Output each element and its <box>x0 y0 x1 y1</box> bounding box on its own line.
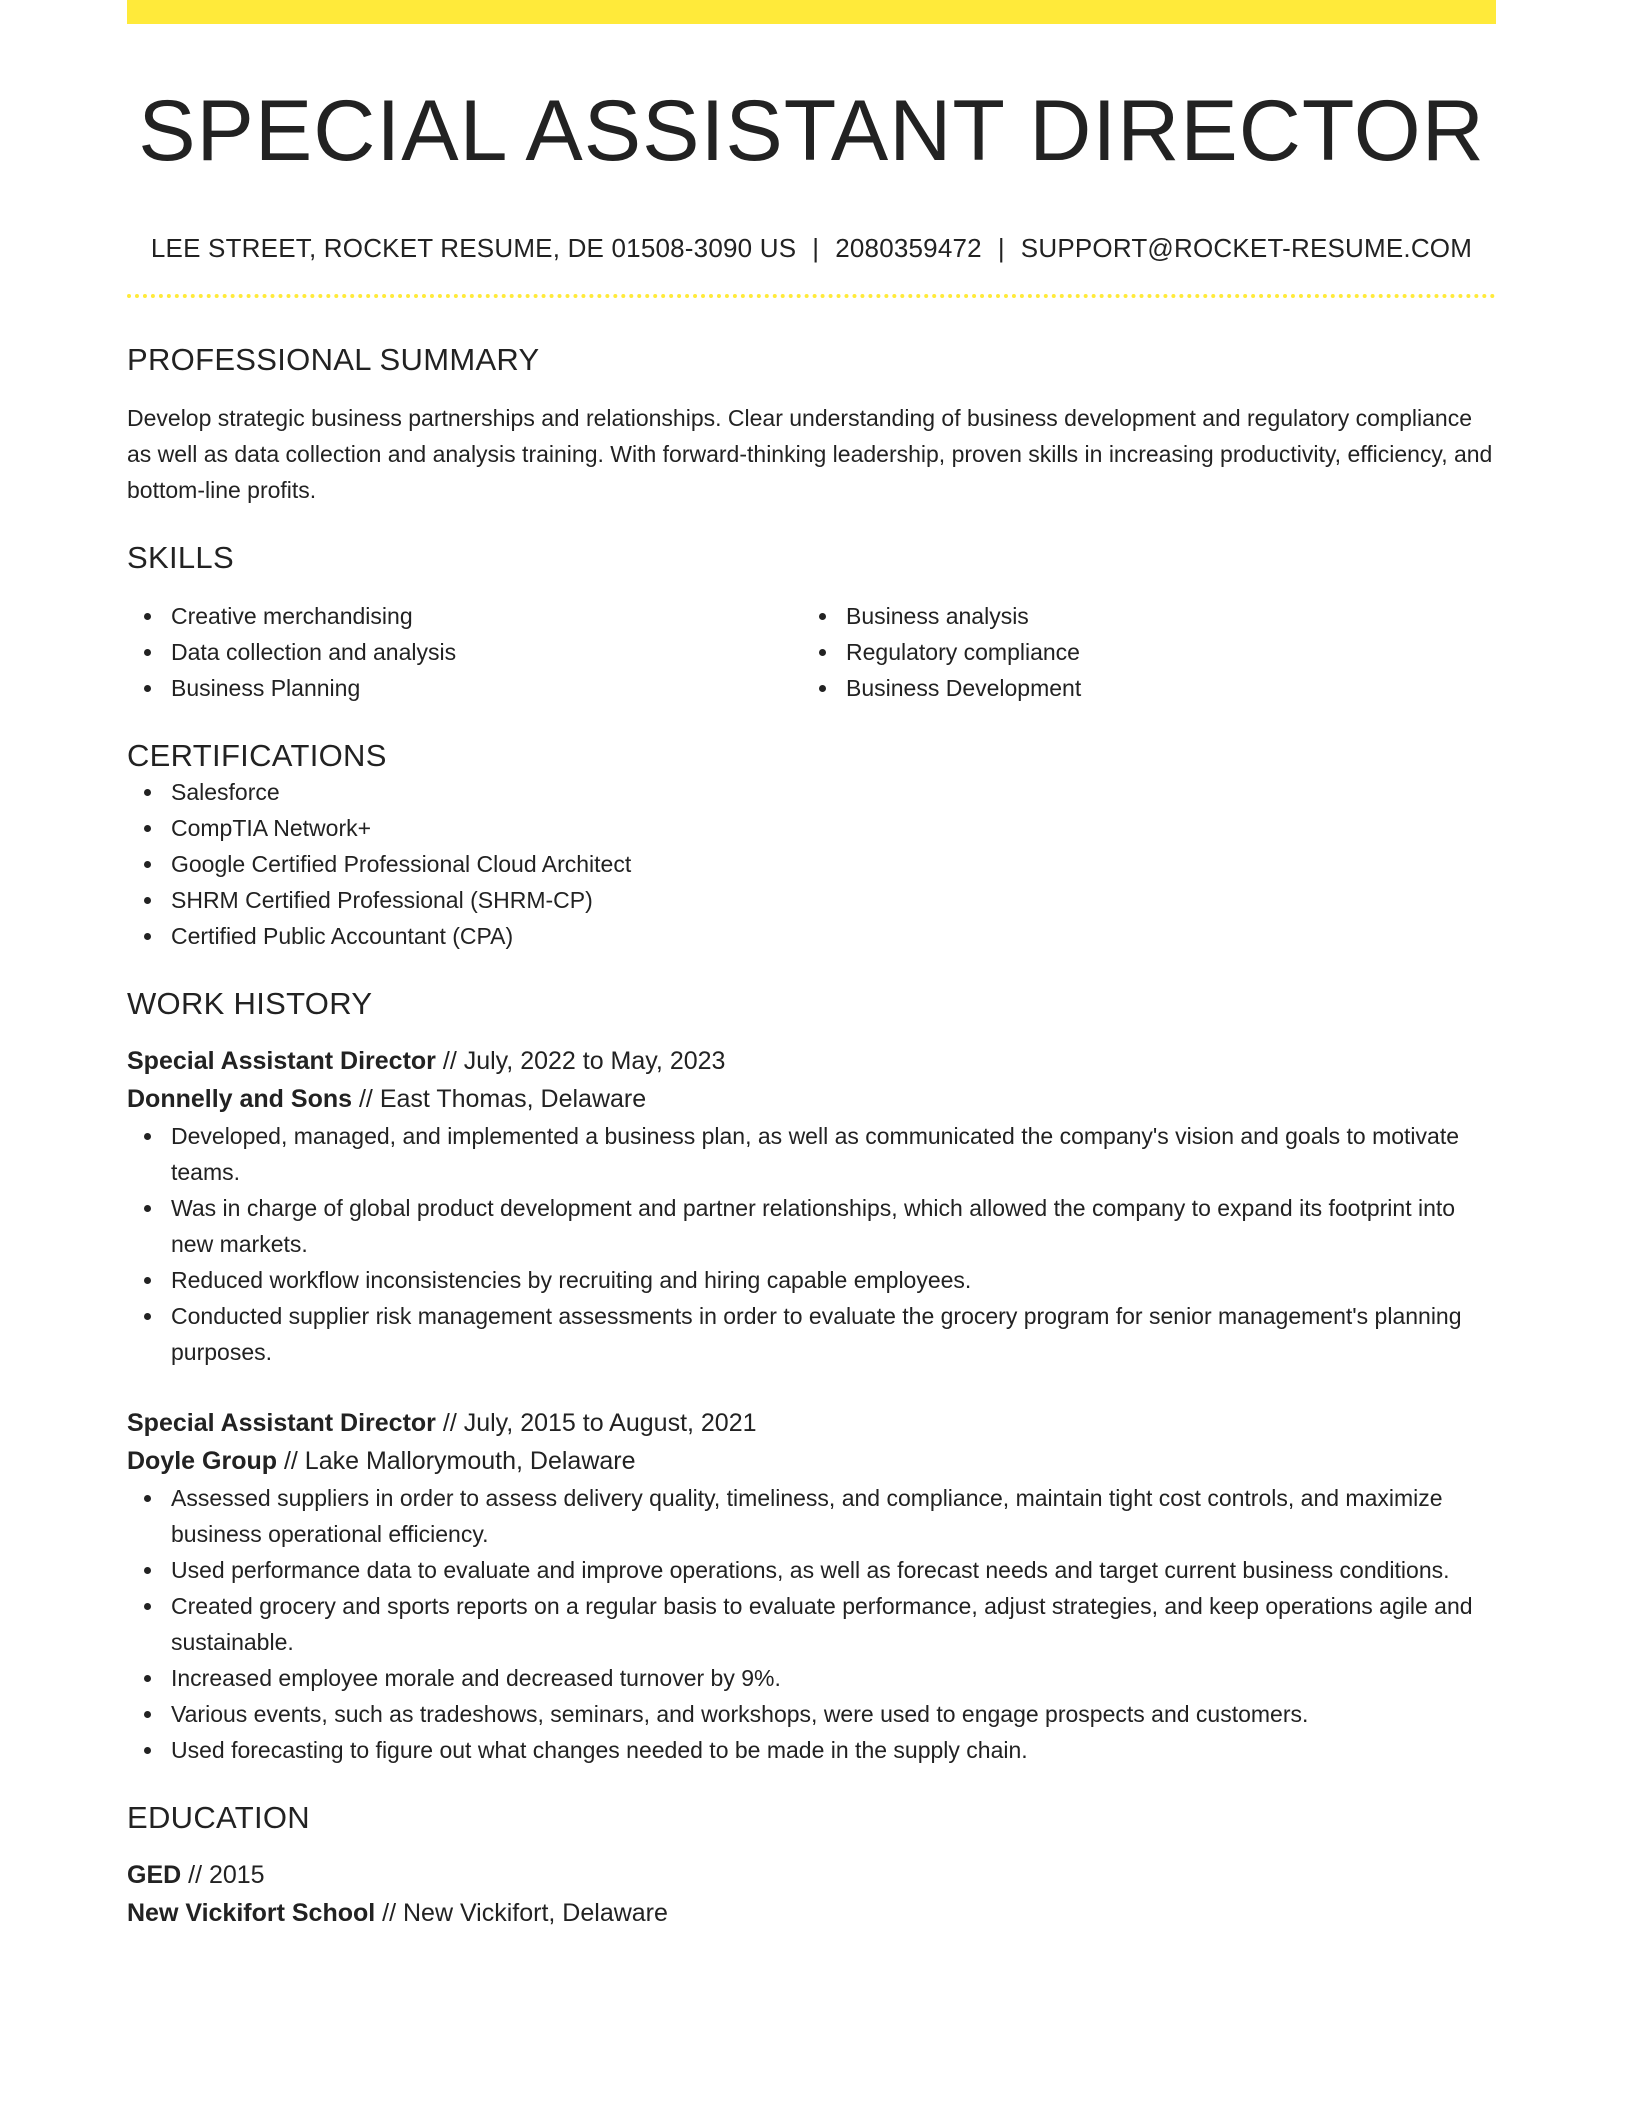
certification-item: CompTIA Network+ <box>171 810 1496 846</box>
education-school: New Vickifort School <box>127 1898 376 1927</box>
job-bullet: Reduced workflow inconsistencies by recruiting and hiring capable employees. <box>171 1262 1496 1298</box>
skills-heading: SKILLS <box>127 539 234 575</box>
certification-item: Google Certified Professional Cloud Architect <box>171 846 1496 882</box>
skills-list-right <box>802 598 1477 706</box>
skill-item: Data collection and analysis <box>171 634 802 670</box>
resume-page <box>127 0 1496 1932</box>
contact-line <box>127 233 1496 264</box>
job-title-line <box>127 1042 1496 1080</box>
job-bullets <box>127 1118 1496 1370</box>
certification-item: SHRM Certified Professional (SHRM-CP) <box>171 882 1496 918</box>
certification-item: Certified Public Accountant (CPA) <box>171 918 1496 954</box>
job-title-line <box>127 1404 1496 1442</box>
skills-column-right <box>802 598 1477 706</box>
education-location: // New Vickifort, Delaware <box>375 1898 668 1927</box>
certifications-list <box>127 774 1496 954</box>
job-entry <box>127 1404 1496 1768</box>
certification-item: Salesforce <box>171 774 1496 810</box>
resume-name: SPECIAL ASSISTANT DIRECTOR <box>138 83 1485 179</box>
skill-item: Creative merchandising <box>171 598 802 634</box>
work-history-heading: WORK HISTORY <box>127 985 373 1021</box>
summary-heading: PROFESSIONAL SUMMARY <box>127 341 540 377</box>
summary-text: Develop strategic business partnerships and relationships. Clear understanding of business development and regulatory compliance as well as data collection and analysis training. With forward-thinking leadership, proven skills in increasing productivity, efficiency, and bottom-line profits. <box>127 404 1493 503</box>
top-accent-bar <box>127 0 1496 24</box>
job-bullet: Used performance data to evaluate and improve operations, as well as forecast needs and target current business conditions. <box>171 1552 1496 1588</box>
skill-item: Business analysis <box>846 598 1477 634</box>
job-location: // Lake Mallorymouth, Delaware <box>277 1446 636 1475</box>
education-degree: GED <box>127 1860 182 1889</box>
skills-list-left <box>127 598 802 706</box>
education-school-line <box>127 1894 1496 1932</box>
education-heading: EDUCATION <box>127 1799 310 1835</box>
education-year: // 2015 <box>181 1860 265 1889</box>
job-bullets <box>127 1480 1496 1768</box>
job-bullet: Assessed suppliers in order to assess delivery quality, timeliness, and compliance, maintain tight cost controls, and maximize business operational efficiency. <box>171 1480 1496 1552</box>
job-bullet: Increased employee morale and decreased turnover by 9%. <box>171 1660 1496 1696</box>
skill-item: Business Planning <box>171 670 802 706</box>
skill-item: Regulatory compliance <box>846 634 1477 670</box>
skills-grid <box>127 598 1496 706</box>
contact-separator: | <box>997 232 1005 263</box>
job-company: Doyle Group <box>127 1446 278 1475</box>
contact-phone: 2080359472 <box>835 232 982 263</box>
job-company-line <box>127 1442 1496 1480</box>
job-bullet: Created grocery and sports reports on a regular basis to evaluate performance, adjust strategies, and keep operations agile and sustainable. <box>171 1588 1496 1660</box>
skill-item: Business Development <box>846 670 1477 706</box>
job-bullet: Various events, such as tradeshows, seminars, and workshops, were used to engage prospects and customers. <box>171 1696 1496 1732</box>
contact-address: LEE STREET, ROCKET RESUME, DE 01508-3090 US <box>150 232 797 263</box>
job-entry <box>127 1042 1496 1370</box>
job-company: Donnelly and Sons <box>127 1084 353 1113</box>
job-role: Special Assistant Director <box>127 1408 436 1437</box>
job-company-line <box>127 1080 1496 1118</box>
job-bullet: Conducted supplier risk management assessments in order to evaluate the grocery program for senior management's planning purposes. <box>171 1298 1496 1370</box>
job-role: Special Assistant Director <box>127 1046 436 1075</box>
job-location: // East Thomas, Delaware <box>352 1084 647 1113</box>
certifications-heading: CERTIFICATIONS <box>127 737 387 773</box>
contact-separator: | <box>812 232 820 263</box>
job-bullet: Developed, managed, and implemented a business plan, as well as communicated the company's vision and goals to motivate teams. <box>171 1118 1496 1190</box>
job-bullet: Used forecasting to figure out what changes needed to be made in the supply chain. <box>171 1732 1496 1768</box>
header-divider <box>127 294 1496 298</box>
skills-column-left <box>127 598 802 706</box>
education-degree-line <box>127 1856 1496 1894</box>
job-dates: // July, 2015 to August, 2021 <box>435 1408 757 1437</box>
contact-email: SUPPORT@ROCKET-RESUME.COM <box>1020 232 1473 263</box>
job-bullet: Was in charge of global product development and partner relationships, which allowed the company to expand its footprint into new markets. <box>171 1190 1496 1262</box>
job-dates: // July, 2022 to May, 2023 <box>435 1046 726 1075</box>
